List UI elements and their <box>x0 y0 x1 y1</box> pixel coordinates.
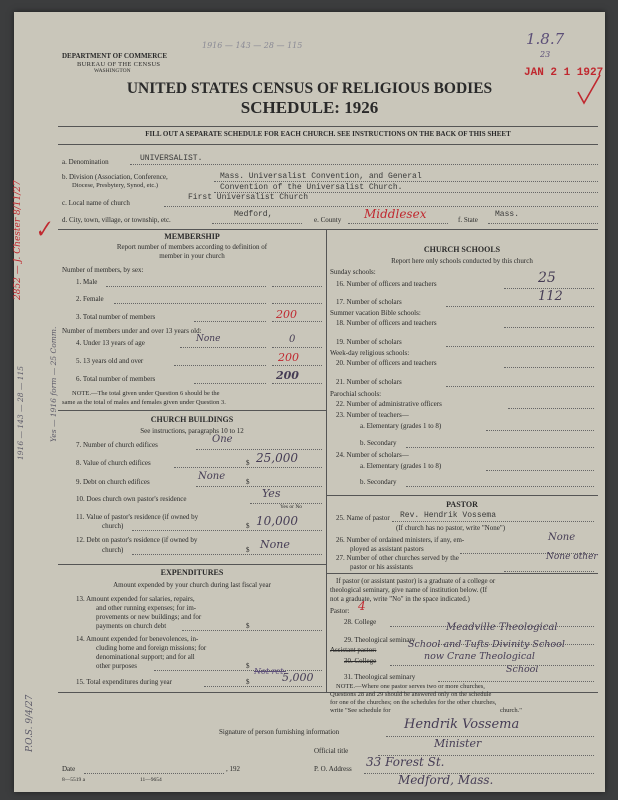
print-number: 11—9654 <box>140 777 162 783</box>
q17-label: 17. Number of scholars <box>336 298 402 306</box>
q29-label: 29. Theological seminary <box>344 636 416 644</box>
q14-label-2: cluding home and foreign missions; for <box>96 644 207 652</box>
q2-label: 2. Female <box>76 295 104 303</box>
file-sub-number: 23 <box>540 50 551 59</box>
denomination-value: UNIVERSALIST. <box>140 154 203 163</box>
q6-value: 200 <box>276 369 299 382</box>
graduate-note-3: not a graduate, write "No" in the space indicated.) <box>330 595 470 603</box>
q7-label: 7. Number of church edifices <box>76 441 158 449</box>
division-value-1: Mass. Universalist Convention, and General <box>220 172 422 181</box>
church-name-value: First Universalist Church <box>188 193 309 202</box>
q21-label: 21. Number of scholars <box>336 378 402 386</box>
q10-value: Yes <box>262 487 281 500</box>
q24b-label: b. Secondary <box>360 478 397 486</box>
membership-note-1: NOTE.—The total given under Question 6 should be the <box>72 390 220 397</box>
top-pencil-note: 1916 — 143 — 28 — 115 <box>202 41 303 50</box>
q27-label: 27. Number of other churches served by the <box>336 554 459 562</box>
q23-label: 23. Number of teachers— <box>336 411 409 419</box>
q29-value: Meadville Theological <box>446 622 558 633</box>
expenditures-intro: Amount expended by your church during last fiscal year <box>113 581 271 589</box>
pastor-note-4b: church." <box>500 707 522 714</box>
q11-value: 10,000 <box>256 514 298 528</box>
state-value: Mass. <box>495 210 520 219</box>
q28-label: 28. College <box>344 618 377 626</box>
q9-value: None <box>198 471 226 482</box>
q25-label: 25. Name of pastor <box>336 514 390 522</box>
parochial-schools-label: Parochial schools: <box>330 390 382 398</box>
county-value: Middlesex <box>364 207 427 221</box>
pastor-note-3: for one of the churches; on the schedules for the other churches, <box>330 699 497 706</box>
yes-no-hint: Yes or No <box>280 504 303 510</box>
pastor-note-2: Questions 28 and 29 should be answered only on the schedule <box>330 691 492 698</box>
city-value: Medford, <box>234 210 273 219</box>
q3-label: 3. Total number of members <box>76 313 156 321</box>
department-label: DEPARTMENT OF COMMERCE <box>62 52 168 60</box>
expenditures-title: EXPENDITURES <box>160 568 224 577</box>
q11-label-2: church) <box>102 522 124 530</box>
q30-value: now Crane Theological <box>424 651 535 662</box>
q13-label-4: payments on church debt <box>96 622 167 630</box>
q23a-label: a. Elementary (grades 1 to 8) <box>360 422 442 430</box>
q24-label: 24. Number of scholars— <box>336 451 409 459</box>
q19-label: 19. Number of scholars <box>336 338 402 346</box>
q13-label-3: provements or new buildings; and for <box>96 613 202 621</box>
by-sex-label: Number of members, by sex: <box>62 266 144 274</box>
q13-dollar: $ <box>246 622 250 630</box>
q5-label: 5. 13 years old and over <box>76 357 144 365</box>
po-address-label: P. O. Address <box>314 765 352 773</box>
weekday-schools-label: Week-day religious schools: <box>330 349 410 357</box>
q27-value: None other <box>546 552 598 562</box>
q8-dollar: $ <box>246 459 250 467</box>
q24a-label: a. Elementary (grades 1 to 8) <box>360 462 442 470</box>
q23b-label: b. Secondary <box>360 439 397 447</box>
membership-note-2: same as the total of males and females given under Question 3. <box>62 399 226 406</box>
q11-dollar: $ <box>246 522 250 530</box>
q9-label: 9. Debt on church edifices <box>76 478 150 486</box>
q15-dollar: $ <box>246 678 250 686</box>
summer-schools-label: Summer vacation Bible schools: <box>330 309 421 317</box>
signature-label: Signature of person furnishing information <box>219 728 340 736</box>
q16-value: 25 <box>538 270 556 286</box>
q9-dollar: $ <box>246 478 250 486</box>
pastor-note-1: NOTE.—Where one pastor serves two or more churches, <box>336 683 485 690</box>
q8-label: 8. Value of church edifices <box>76 459 151 467</box>
assistant-pastor-subheading: Assistant pastor: <box>330 646 377 654</box>
q17-value: 112 <box>538 289 563 304</box>
signature-value: Hendrik Vossema <box>404 717 520 732</box>
q12-label-2: church) <box>102 546 124 554</box>
q3-value: 200 <box>276 308 297 321</box>
date-label: Date <box>62 765 76 773</box>
pastor-note-4: write "See schedule for <box>330 707 391 714</box>
q4-label: 4. Under 13 years of age <box>76 339 145 347</box>
q25-value: Rev. Hendrik Vossema <box>400 511 497 520</box>
q14-label-3: denominational support; and for all <box>96 653 195 661</box>
margin-note-2: 1916 — 143 — 28 — 115 <box>16 365 25 460</box>
q12-value: None <box>260 538 290 551</box>
po-address-value: 33 Forest St. <box>366 755 445 769</box>
q1-label: 1. Male <box>76 278 98 286</box>
date-year: , 192 <box>226 765 240 773</box>
q15-value: 5,000 <box>282 671 314 684</box>
division-label-2: Diocese, Presbytery, Synod, etc.) <box>72 182 159 189</box>
q5-value: 200 <box>278 351 299 364</box>
q29-value-2: School and Tufts Divinity School <box>408 639 565 650</box>
form-number: 8—5519 a <box>62 777 86 783</box>
q27-label-2: pastor or his assistants <box>350 563 413 571</box>
schools-title: CHURCH SCHOOLS <box>423 245 501 254</box>
schools-intro: Report here only schools conducted by this church <box>391 257 533 265</box>
graduate-note-1: If pastor (or assistant pastor) is a graduate of a college or <box>336 577 496 585</box>
membership-title: MEMBERSHIP <box>164 232 220 241</box>
pastor-mark: 4 <box>358 599 366 613</box>
q20-label: 20. Number of officers and teachers <box>336 359 437 367</box>
city-label: WASHINGTON <box>94 68 131 74</box>
buildings-title: CHURCH BUILDINGS <box>150 415 234 424</box>
census-schedule-form <box>14 12 605 792</box>
buildings-subtitle: See instructions, paragraphs 10 to 12 <box>140 427 244 435</box>
q11-label: 11. Value of pastor's residence (if owned by <box>76 513 199 521</box>
church-name-label: c. Local name of church <box>62 199 130 207</box>
q31-label: 31. Theological seminary <box>344 673 416 681</box>
division-value-2: Convention of the Universalist Church. <box>220 183 403 192</box>
file-number: 1.8.7 <box>526 30 565 48</box>
form-title: UNITED STATES CENSUS OF RELIGIOUS BODIES <box>126 80 493 97</box>
q16-label: 16. Number of officers and teachers <box>336 280 437 288</box>
q13-label: 13. Amount expended for salaries, repairs, <box>76 595 195 603</box>
q8-value: 25,000 <box>256 451 298 465</box>
margin-note-1: 2852 — J. Chester 8/11/27 <box>13 180 23 300</box>
official-title-value: Minister <box>434 737 482 750</box>
form-subtitle: SCHEDULE: 1926 <box>240 98 379 117</box>
sunday-schools-label: Sunday schools: <box>330 268 376 276</box>
q6-label: 6. Total number of members <box>76 375 156 383</box>
q4-value: None <box>196 334 221 344</box>
q30-label: 30. College <box>344 657 377 665</box>
po-address-value-2: Medford, Mass. <box>398 773 494 787</box>
q10-label: 10. Does church own pastor's residence <box>76 495 187 503</box>
q25-note: (If church has no pastor, write "None") <box>396 524 506 532</box>
official-title-label: Official title <box>314 747 349 755</box>
q26-label: 26. Number of ordained ministers, if any, em- <box>336 536 465 544</box>
margin-mark-icon: ✓ <box>31 216 55 245</box>
q7-value: One <box>212 434 233 445</box>
q30-value-2: School <box>506 664 539 675</box>
q14-label: 14. Amount expended for benevolences, in- <box>76 635 199 643</box>
q15-struck-value: Not ret. <box>254 667 286 676</box>
q12-label: 12. Debt on pastor's residence (if owned by <box>76 536 198 544</box>
state-label: f. State <box>458 216 478 224</box>
by-age-label: Number of members under and over 13 years old: <box>62 327 202 335</box>
q12-dollar: $ <box>246 546 250 554</box>
q26-label-2: ployed as assistant pastors <box>350 545 424 553</box>
received-date-stamp: JAN 2 1 1927 <box>524 67 604 79</box>
city-label: d. City, town, village, or township, etc. <box>62 216 171 224</box>
denomination-label: a. Denomination <box>62 158 109 166</box>
q26-value: None <box>548 532 576 543</box>
pastor-subheading: Pastor: <box>330 607 350 615</box>
q4-value-number: 0 <box>289 334 296 345</box>
q14-label-4: other purposes <box>96 662 138 670</box>
q18-label: 18. Number of officers and teachers <box>336 319 437 327</box>
membership-intro-1: Report number of members according to definition of <box>116 243 268 251</box>
pastor-title: PASTOR <box>446 500 478 509</box>
form-instruction: FILL OUT A SEPARATE SCHEDULE FOR EACH CHURCH. SEE INSTRUCTIONS ON THE BACK OF THIS SHEET <box>145 130 511 138</box>
margin-note-4: P.O.S. 9/4/27 <box>25 694 35 752</box>
membership-intro-2: member in your church <box>159 252 225 260</box>
q15-label: 15. Total expenditures during year <box>76 678 172 686</box>
q13-label-2: and other running expenses; for im- <box>96 604 197 612</box>
q22-label: 22. Number of administrative officers <box>336 400 442 408</box>
graduate-note-2: theological seminary, give name of institution below. (If <box>330 586 488 594</box>
q14-dollar: $ <box>246 662 250 670</box>
county-label: e. County <box>314 216 342 224</box>
margin-note-3: Yes — 1916 form — 25 Comm. <box>49 326 58 442</box>
bureau-label: BUREAU OF THE CENSUS <box>77 61 161 68</box>
division-label: b. Division (Association, Conference, <box>62 173 168 181</box>
